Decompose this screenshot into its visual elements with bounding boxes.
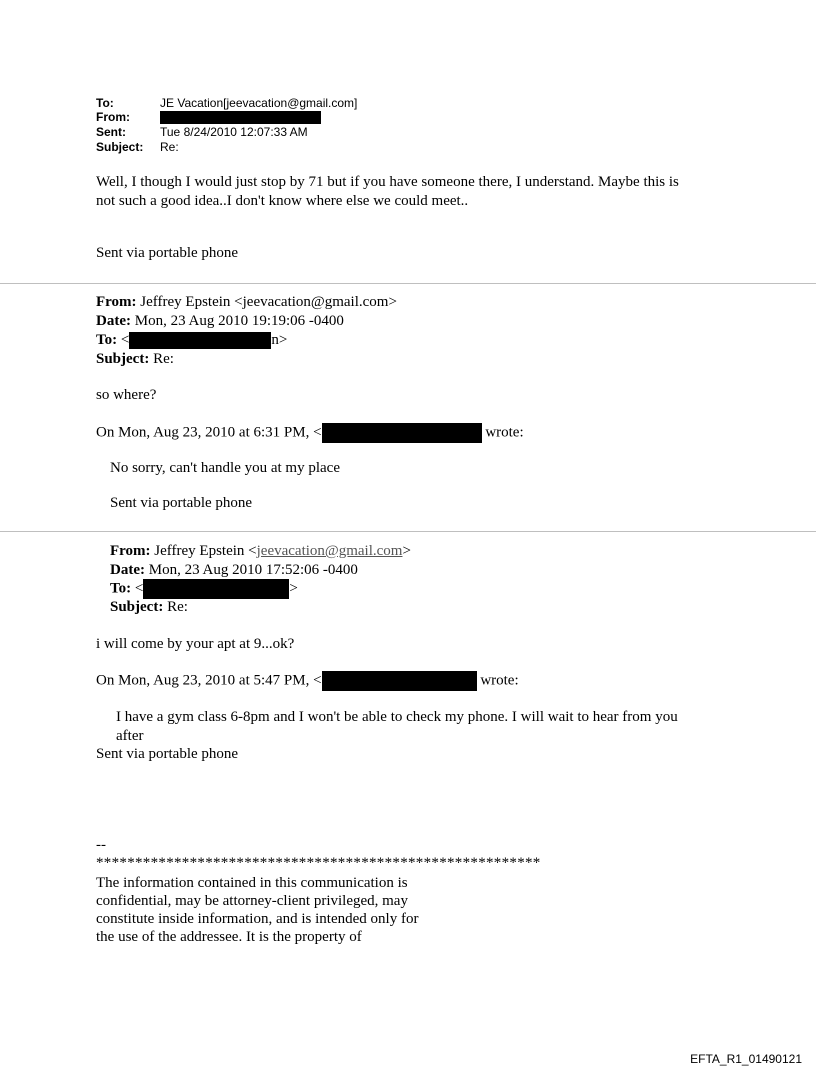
subject-value: Re: xyxy=(149,351,174,367)
to-value: JE Vacation[jeevacation@gmail.com] xyxy=(160,96,358,110)
redaction-box xyxy=(160,111,321,124)
disclaimer-line: the use of the addressee. It is the property of xyxy=(96,929,362,945)
subject-value: Re: xyxy=(160,140,179,154)
redaction-box xyxy=(143,579,289,599)
from-label: From: xyxy=(110,543,151,559)
reply1-subject xyxy=(96,350,174,369)
reply1-quoted-signature: Sent via portable phone xyxy=(110,495,253,511)
reply2-quoted-line: I have a gym class 6-8pm and I won't be able to check my phone. I will wait to hear from you xyxy=(116,709,678,725)
footer-dashes: -- xyxy=(96,837,106,853)
from-label: From: xyxy=(96,110,130,124)
header-subject xyxy=(96,141,179,154)
to-label: To: xyxy=(110,580,132,597)
reply1-from xyxy=(96,293,397,312)
to-suffix: > xyxy=(289,580,298,597)
reply1-quoted-line: No sorry, can't handle you at my place xyxy=(110,460,340,476)
from-close: > xyxy=(402,543,411,559)
from-value: Jeffrey Epstein <jeevacation@gmail.com> xyxy=(136,294,397,310)
subject-label: Subject: xyxy=(96,140,144,154)
to-label: To: xyxy=(96,96,114,110)
from-label: From: xyxy=(96,294,137,310)
subject-label: Subject: xyxy=(96,351,150,367)
reply2-to xyxy=(110,579,298,599)
divider xyxy=(0,531,816,532)
quote-prefix: On Mon, Aug 23, 2010 at 5:47 PM, < xyxy=(96,672,322,689)
from-name: Jeffrey Epstein < xyxy=(150,543,257,559)
quote-suffix: wrote: xyxy=(476,672,519,689)
reply1-to xyxy=(96,331,287,350)
reply1-quote-header xyxy=(96,423,524,443)
reply1-body: so where? xyxy=(96,387,157,403)
sent-value: Tue 8/24/2010 12:07:33 AM xyxy=(160,125,308,139)
reply2-signature: Sent via portable phone xyxy=(96,746,239,762)
to-prefix: < xyxy=(117,332,130,348)
reply2-from xyxy=(110,542,411,561)
message-signature: Sent via portable phone xyxy=(96,245,239,261)
reply2-quoted-line: after xyxy=(116,728,144,744)
subject-label: Subject: xyxy=(110,599,164,615)
date-label: Date: xyxy=(110,562,145,578)
redaction-box xyxy=(129,332,271,349)
message-line: not such a good idea..I don't know where else we could meet.. xyxy=(96,193,469,209)
divider xyxy=(0,283,816,284)
subject-value: Re: xyxy=(163,599,188,615)
reply2-subject xyxy=(110,598,188,617)
redaction-box xyxy=(322,423,482,443)
disclaimer-line: constitute inside information, and is intended only for xyxy=(96,911,419,927)
message-line: Well, I though I would just stop by 71 but if you have someone there, I understand. Maybe this is xyxy=(96,174,679,190)
email-link[interactable]: jeevacation@gmail.com xyxy=(256,543,403,559)
disclaimer-line: confidential, may be attorney-client privileged, may xyxy=(96,893,408,909)
reply2-body: i will come by your apt at 9...ok? xyxy=(96,636,295,652)
page-id: EFTA_R1_01490121 xyxy=(690,1052,802,1066)
date-value: Mon, 23 Aug 2010 17:52:06 -0400 xyxy=(144,562,358,578)
disclaimer-line: The information contained in this communication is xyxy=(96,875,408,891)
to-label: To: xyxy=(96,332,118,348)
to-prefix: < xyxy=(131,580,144,597)
date-label: Date: xyxy=(96,313,131,329)
reply2-date xyxy=(110,561,358,580)
quote-suffix: wrote: xyxy=(481,424,524,441)
header-sent xyxy=(96,126,308,139)
reply1-date xyxy=(96,312,344,331)
reply2-quote-header xyxy=(96,671,519,691)
sent-label: Sent: xyxy=(96,125,126,139)
header-to xyxy=(96,97,357,110)
date-value: Mon, 23 Aug 2010 19:19:06 -0400 xyxy=(130,313,344,329)
header-from xyxy=(96,111,321,124)
footer-stars: ********************************************************* xyxy=(96,855,541,871)
to-suffix: n> xyxy=(271,332,288,348)
quote-prefix: On Mon, Aug 23, 2010 at 6:31 PM, < xyxy=(96,424,322,441)
redaction-box xyxy=(322,671,477,691)
